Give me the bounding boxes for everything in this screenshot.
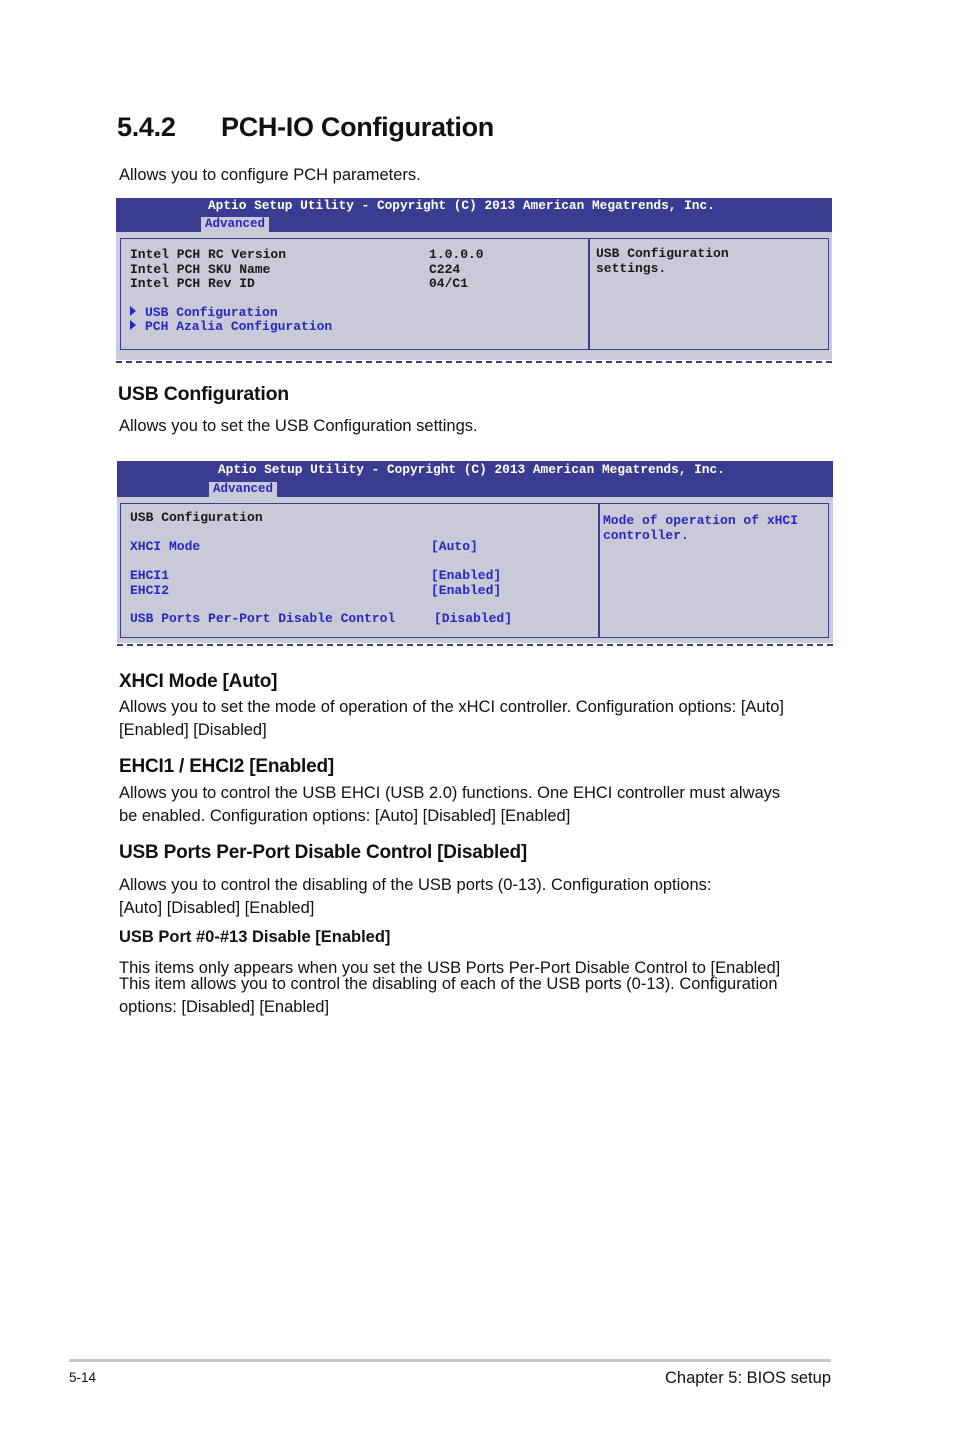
page-number: 5-14 [69, 1370, 97, 1385]
ehci-heading: EHCI1 / EHCI2 [Enabled] [119, 756, 334, 777]
ehci2-value[interactable]: [Enabled] [431, 582, 502, 598]
xhci-mode-value[interactable]: [Auto] [431, 539, 478, 554]
submenu-arrow-icon [130, 320, 136, 330]
usb-port-desc-line2: This item allows you to control the disabling of each of the USB ports (0-13). Configuration [119, 975, 778, 993]
ehci-desc-line1: Allows you to control the USB EHCI (USB 2.0) functions. One EHCI controller must always [119, 784, 781, 802]
submenu-arrow-icon [130, 306, 136, 316]
footer-rule [69, 1359, 831, 1362]
bios-row-label: Intel PCH Rev ID [130, 276, 255, 291]
per-port-desc-line2: [Auto] [Disabled] [Enabled] [119, 899, 315, 917]
bios-row-value: C224 [429, 261, 461, 277]
section-intro: Allows you to configure PCH parameters. [119, 166, 421, 184]
ehci-desc-line2: be enabled. Configuration options: [Auto] [Disabled] [Enabled] [119, 807, 571, 825]
usb-port-desc-line3: options: [Disabled] [Enabled] [119, 998, 330, 1016]
ehci2-label[interactable]: EHCI2 [130, 582, 170, 598]
bios-header [116, 198, 832, 232]
per-port-desc-line1: Allows you to control the disabling of the USB ports (0-13). Configuration options: [119, 876, 712, 894]
bios-copyright: Aptio Setup Utility - Copyright (C) 2013 American Megatrends, Inc. [218, 462, 725, 477]
bios-screen-usb-configuration [117, 461, 833, 647]
xhci-mode-heading: XHCI Mode [Auto] [119, 671, 278, 692]
ehci1-label[interactable]: EHCI1 [130, 568, 170, 583]
bios-copyright: Aptio Setup Utility - Copyright (C) 2013 American Megatrends, Inc. [208, 198, 715, 213]
bios-dashed-divider [117, 644, 833, 646]
usb-ports-per-port-value[interactable]: [Disabled] [434, 611, 513, 626]
help-text-line: settings. [596, 260, 667, 276]
usb-configuration-heading: USB Configuration [118, 383, 289, 405]
tab-advanced[interactable]: Advanced [209, 482, 277, 497]
tab-advanced[interactable]: Advanced [201, 217, 269, 232]
bios-dashed-divider [116, 361, 832, 363]
per-port-disable-heading: USB Ports Per-Port Disable Control [Disabled] [119, 842, 528, 863]
xhci-mode-label[interactable]: XHCI Mode [130, 539, 201, 554]
bios-row-value: 1.0.0.0 [429, 247, 484, 262]
bios-screen-pch-io [116, 198, 832, 364]
bios-row-value: 04/C1 [429, 276, 469, 291]
section-title-text: PCH-IO Configuration [221, 112, 494, 142]
bios-row-label: Intel PCH RC Version [130, 247, 287, 262]
bios-body [117, 497, 833, 643]
usb-port-desc-line1: This items only appears when you set the USB Ports Per-Port Disable Control to [Enabled] [119, 959, 781, 977]
section-number: 5.4.2 [117, 112, 176, 142]
bios-section-label: USB Configuration [130, 510, 263, 525]
help-text-line: USB Configuration [596, 246, 729, 261]
help-text-line: Mode of operation of xHCI [603, 513, 799, 528]
submenu-usb-configuration[interactable]: USB Configuration [145, 305, 278, 320]
xhci-mode-desc-line2: [Enabled] [Disabled] [119, 721, 267, 739]
usb-ports-per-port-label[interactable]: USB Ports Per-Port Disable Control [130, 611, 396, 626]
bios-row-label: Intel PCH SKU Name [130, 261, 271, 277]
usb-configuration-intro: Allows you to set the USB Configuration settings. [119, 417, 478, 435]
chapter-label: Chapter 5: BIOS setup [664, 1369, 831, 1387]
section-title [117, 112, 494, 143]
bios-header [117, 461, 833, 497]
submenu-pch-azalia-configuration[interactable]: PCH Azalia Configuration [145, 319, 333, 334]
help-text-line: controller. [603, 527, 689, 543]
bios-body [116, 232, 832, 360]
ehci1-value[interactable]: [Enabled] [431, 568, 502, 583]
xhci-mode-desc-line1: Allows you to set the mode of operation of the xHCI controller. Configuration options: [Auto] [119, 698, 784, 716]
usb-port-disable-heading: USB Port #0-#13 Disable [Enabled] [119, 928, 391, 946]
